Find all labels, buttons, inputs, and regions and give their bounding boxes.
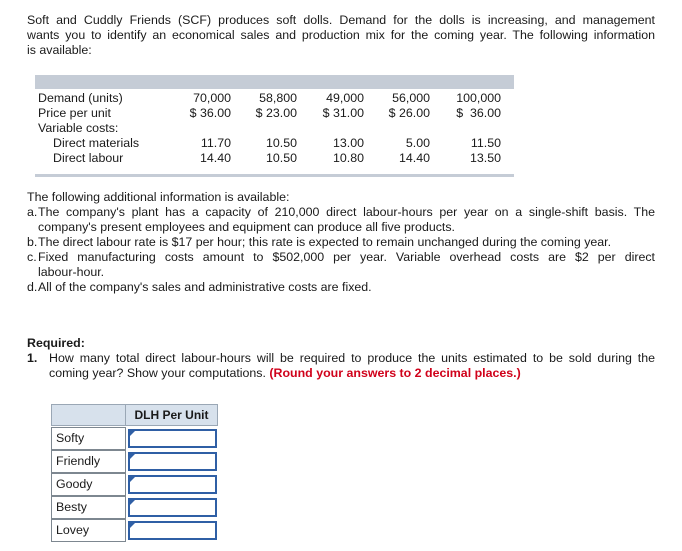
direct-materials-cell: 10.50 <box>265 136 297 150</box>
demand-cell: 49,000 <box>326 91 364 105</box>
table-top-band <box>35 75 514 89</box>
intro-paragraph <box>27 13 655 58</box>
demand-cell: 56,000 <box>392 91 430 105</box>
question-number: 1. <box>27 351 38 365</box>
row-label-direct-materials: Direct materials <box>53 136 140 150</box>
additional-heading: The following additional information is available: <box>27 190 290 204</box>
info-item-c <box>27 250 655 280</box>
item-line: company's present employees and equipment can produce all five products. <box>38 220 456 234</box>
intro-line: is available: <box>27 43 92 57</box>
direct-labour-cell: 10.50 <box>265 151 297 165</box>
direct-labour-cell: 14.40 <box>398 151 430 165</box>
info-item-b <box>27 235 655 250</box>
info-item-a <box>27 205 655 235</box>
dlh-input-lovey[interactable] <box>128 521 217 540</box>
price-cell: $ 23.00 <box>255 106 297 120</box>
table-bottom-band <box>35 174 514 177</box>
row-label-price: Price per unit <box>38 106 112 120</box>
price-cell: $ 36.00 <box>456 106 501 120</box>
item-label: a. <box>27 205 38 219</box>
item-line: All of the company's sales and administrative costs are fixed. <box>38 280 372 294</box>
item-line: The company's plant has a capacity of 210,000 direct labour-hours per year on a single-shift basis. The <box>38 205 655 219</box>
demand-cell: 70,000 <box>193 91 231 105</box>
demand-cell: 58,800 <box>259 91 297 105</box>
column-header-dlh: DLH Per Unit <box>126 404 218 426</box>
item-label: d. <box>27 280 38 294</box>
question-line: How many total direct labour-hours will be required to produce the units estimated to be sold during the <box>49 351 655 365</box>
direct-materials-cell: 5.00 <box>405 136 430 150</box>
required-heading: Required: <box>27 336 85 350</box>
row-label-besty: Besty <box>51 496 126 519</box>
row-label-friendly: Friendly <box>51 450 126 473</box>
question-1 <box>27 351 655 381</box>
dlh-input-friendly[interactable] <box>128 452 217 471</box>
row-label-softy: Softy <box>51 427 126 450</box>
direct-labour-cell: 10.80 <box>332 151 364 165</box>
intro-line: Soft and Cuddly Friends (SCF) produces soft dolls. Demand for the dolls is increasing, and management <box>27 13 655 27</box>
direct-materials-cell: 11.50 <box>470 136 501 150</box>
item-line: The direct labour rate is $17 per hour; this rate is expected to remain unchanged during the coming year. <box>38 235 612 249</box>
row-label-variable-costs: Variable costs: <box>38 121 119 135</box>
price-cell: $ 36.00 <box>189 106 231 120</box>
dlh-input-besty[interactable] <box>128 498 217 517</box>
direct-labour-cell: 14.40 <box>199 151 231 165</box>
dlh-input-goody[interactable] <box>128 475 217 494</box>
direct-materials-cell: 11.70 <box>200 136 231 150</box>
item-label: b. <box>27 235 38 249</box>
demand-cell: 100,000 <box>456 91 501 105</box>
item-label: c. <box>27 250 37 264</box>
question-text: coming year? Show your computations. <box>49 366 266 380</box>
required-section <box>27 336 655 381</box>
product-data-table <box>35 75 514 177</box>
rounding-instruction: (Round your answers to 2 decimal places.) <box>269 366 521 380</box>
item-line: labour-hour. <box>38 265 105 279</box>
question-line-2 <box>49 366 655 381</box>
row-label-demand: Demand (units) <box>38 91 123 105</box>
info-item-d <box>27 280 655 295</box>
header-blank-cell <box>51 404 126 426</box>
row-label-direct-labour: Direct labour <box>53 151 124 165</box>
dlh-input-softy[interactable] <box>128 429 217 448</box>
row-label-goody: Goody <box>51 473 126 496</box>
item-line: Fixed manufacturing costs amount to $502,000 per year. Variable overhead costs are $2 per direct <box>38 250 655 264</box>
row-label-lovey: Lovey <box>51 519 126 542</box>
direct-materials-cell: 13.00 <box>332 136 364 150</box>
intro-line: wants you to identify an economical sales and production mix for the coming year. The following information <box>27 28 655 42</box>
direct-labour-cell: 13.50 <box>469 151 501 165</box>
price-cell: $ 26.00 <box>388 106 430 120</box>
price-cell: $ 31.00 <box>322 106 364 120</box>
additional-info <box>27 190 655 295</box>
